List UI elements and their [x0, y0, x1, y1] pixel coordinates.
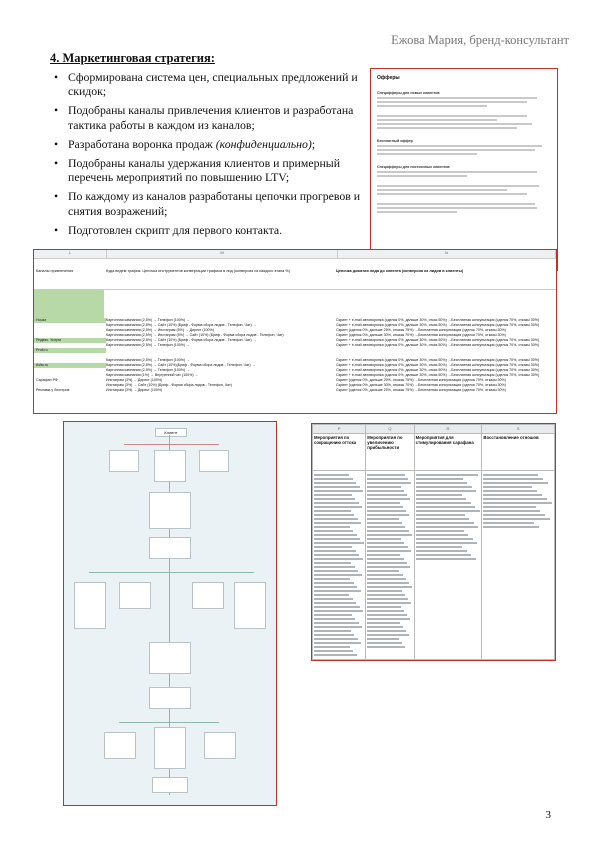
ltv-header-churn: Мероприятия по сокращению оттока — [313, 434, 366, 471]
ltv-header-referral: Мероприятия для стимулирования сарафана — [414, 434, 482, 471]
channels-spreadsheet-thumbnail — [33, 249, 557, 414]
confidential-note: (конфиденциально) — [215, 136, 312, 151]
ltv-header-recovery: Восстановление отношов — [482, 434, 555, 471]
offers-subhead: Спецофферы для новых клиентов — [377, 91, 440, 95]
table-row — [34, 388, 556, 393]
page-header-author: Ежова Мария, бренд-консультант — [391, 33, 569, 47]
close-cell: Скрипт + e-mail автоворонка (сделок 0%, дальше 30%, отказ 50%) →Бесплатная консультация (сделок 70%, отказы 30%) — [336, 318, 540, 322]
close-cell: Скрипт + e-mail автоворонка (сделок 0%, дальше 30%, отказ 50%) →Бесплатная консультация (сделок 70%, отказы 30%) — [336, 358, 540, 362]
close-cell: Скрипт + e-mail автоворонка (сделок 0%, дальше 30%, отказ 50%) →Бесплатная консультация (сделок 70%, отказы 30%) — [336, 373, 540, 377]
bullet-item: • Подобраны каналы удержания клиентов и примерный перечень мероприятий по повышению LTV; — [54, 156, 372, 184]
ltv-header-profit: Мероприятия по увеличению прибыльности — [366, 434, 414, 471]
channel-cell: Avito.ru — [34, 363, 106, 368]
bullet-item: • Разработана воронка продаж (конфиденциально); — [54, 137, 372, 151]
close-cell: Скрипт (сделок 0%, дальше 25%, отказы 75%) →Бесплатная консультация (сделок 70%, отказы 30%) — [336, 388, 506, 392]
flow-cell: Картонная кампания (2,5%) → Сайт (10%)(Бриф - Форма сбора лидов - Телефон, Чат) → — [106, 363, 256, 367]
flow-cell: Картонная кампания (1%) → Внутренний чат (100%) → — [106, 373, 199, 377]
bullet-item: • Сформирована система цен, специальных предложений и скидок; — [54, 70, 372, 98]
offers-doc-thumbnail — [370, 68, 558, 271]
offers-title: Офферы — [377, 75, 400, 81]
close-cell: Скрипт + e-mail автоворонка (сделок 0%, дальше 30%, отказ 50%) →Бесплатная консультация (сделок 70%, отказы 30%) — [336, 363, 540, 367]
header-close: Цепочка дожатия лида до клиента (конверсия из лидов в клиенты) — [336, 269, 464, 273]
flow-cell: Картонная кампания (2,5%) → Телефон (100%) → — [106, 358, 190, 362]
flow-cell: Картонная кампания (2,5%) → Инстаграм (5%) → Директ (100%) — [106, 328, 214, 332]
flow-cell: Картонная кампания (2,5%) → Сайт (10%) (Бриф - Форма сбора лидов - Телефон, Чат) → — [106, 323, 257, 327]
page-number: 3 — [545, 809, 551, 821]
channel-cell: Сарафан РФ — [36, 378, 58, 382]
close-cell: Скрипт + e-mail автоворонка (сделок 0%, дальше 30%, отказ 50%) →Бесплатная консультация (сделок 70%, отказы 30%) — [336, 338, 540, 342]
flow-cell: Картонная кампания (2,5%) → Телефон (100%) → — [106, 368, 190, 372]
bullet-list — [54, 70, 372, 242]
header-channels: Каналы привлечения — [36, 269, 74, 273]
close-cell: Скрипт (сделок 0%, дальше 25%, отказы 75%) →Бесплатная консультация (сделок 70%, отказы 30%) — [336, 378, 506, 382]
close-cell: Скрипт (сделок 0%, дальше 30%, отказы 70%) →Бесплатная консультация (сделок 70%, отказы 30%) — [336, 333, 506, 337]
bullet-item: • Подобраны каналы привлечения клиентов и разработана тактика работы в каждом из каналов; — [54, 103, 372, 131]
close-cell: Скрипт + e-mail автоворонка (сделок 0%, дальше 30%, отказ 50%) →Бесплатная консультация (сделок 70%, отказы 30%) — [336, 343, 540, 347]
funnel-diagram-thumbnail — [63, 421, 277, 806]
column-letters: L M N — [34, 250, 556, 259]
section-title: 4. Маркетинговая стратегия: — [50, 51, 215, 65]
offers-subhead: Спецофферы для постоянных клиентов — [377, 165, 450, 169]
channel-cell: Яндекс. Услуги — [34, 338, 106, 343]
offers-subhead: Бесплатный оффер — [377, 139, 413, 143]
close-cell: Скрипт (сделок 0%, дальше 25%, отказы 75%) →Бесплатная консультация (сделок 70%, отказы 30%) — [336, 328, 506, 332]
flow-cell: Инстаграм (3%) → Директ (100%) — [106, 388, 163, 392]
ltv-spreadsheet-thumbnail: P Q R S Мероприятия по сокращению оттока Мероприятия по увеличению прибыльности Мероприятия для стимулирования сарафана Восстановление отношов — [311, 423, 556, 661]
close-cell: Скрипт + e-mail автоворонка (сделок 0%, дальше 30%, отказ 50%) →Бесплатная консультация (сделок 70%, отказы 30%) — [336, 368, 540, 372]
bullet-item: • Подготовлен скрипт для первого контакта. — [54, 223, 372, 237]
bullet-item: • По каждому из каналов разработаны цепочки прогревов и снятия возражений; — [54, 189, 372, 217]
flow-cell: Картонная кампания (2,5%) → Телефон (100%) → — [106, 318, 190, 322]
close-cell: Скрипт + e-mail автоворонка (сделок 0%, дальше 30%, отказ 50%) →Бесплатная консультация (сделок 70%, отказы 30%) — [336, 323, 540, 327]
diagram-root-node: Клиент — [155, 428, 187, 437]
flow-cell: Картонная кампания (2,5%) → Инстаграм (5%) → Сайт (10%) (Бриф - Форма сбора лидов - Телефон, Чат) — [106, 333, 284, 337]
channel-cell: Profi.ru — [34, 348, 106, 353]
flow-cell: Инстаграм (3%) → Директ (100%) — [106, 378, 163, 382]
channel-cell: Реклама у блогеров — [36, 388, 70, 392]
header-flow: Куда ведем трафик. Цепочка инструментов конвертации трафика в лид (конверсия из каждого этапа %) — [106, 269, 290, 273]
flow-cell: Картонная кампания (2,5%) → Сайт (10%) (Бриф - Форма сбора лидов - Телефон, Чат) → — [106, 338, 257, 342]
flow-cell: Картонная кампания (2,5%) → Телефон (100%) → — [106, 343, 190, 347]
flow-cell: Инстаграм (3%) → Сайт (10%) (Бриф - Форма сбора лидов - Телефон, Чат) — [106, 383, 232, 387]
channel-cell: Houzz — [34, 318, 106, 323]
close-cell: Скрипт (сделок 0%, дальше 30%, отказы 70%) →Бесплатная консультация (сделок 70%, отказы 30%) — [336, 383, 506, 387]
